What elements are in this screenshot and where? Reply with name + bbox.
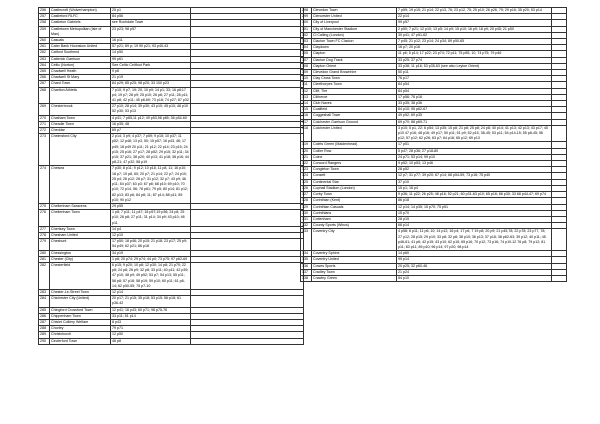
club-name: Chorley xyxy=(50,326,111,332)
row-number: 314 xyxy=(301,101,312,107)
row-number: 331 xyxy=(301,216,312,222)
row-number: 318 xyxy=(301,125,312,142)
page-references: 2 p50; 7 p21; 12 p10; 13 p5; 14 p9; 15 p10; 16 p9; 18 p9; 20 p45; 21 p50 xyxy=(397,26,552,32)
club-name: Consett xyxy=(312,173,397,179)
page-references: 7 p30; 8 p11; 9 p12; 10 p18, 11 p8, 11; 16 p10; 18 p7; 19 p8, 60; 20 p7; 21 p14; 22 p7; 24 p10; 25 p4; 26 p12; 28 p7; 31 p12; 32 p7; 43 p9; 46 p11; 54 p37; 63 p3; 67 p8; 68 p10; 69 p10; 70 p10; 72 p14, 56; 78 p61; 79 p5; 80 p14; 81 p12; 82 p13; 83 p6; 84 p8; 11; 87 p14; 88 p11; 89 p10; 90 p12 xyxy=(112,166,189,202)
row-number: 337 xyxy=(301,269,312,275)
club-name: Chichester City (United) xyxy=(50,296,111,307)
row-number: 322 xyxy=(301,161,312,167)
club-name: Chesham United xyxy=(50,232,111,238)
page-references: 20 p25; 32 p60-46 xyxy=(397,263,552,269)
blank-cell xyxy=(191,104,304,115)
club-name: Coventry City xyxy=(312,229,397,251)
page-references: see Rochdale Town xyxy=(111,20,191,26)
row-number: 263 xyxy=(39,56,50,62)
blank-cell xyxy=(191,296,304,307)
row-number: 288 xyxy=(39,326,50,332)
page-references: 99 p57 xyxy=(397,20,552,26)
table-row xyxy=(39,104,304,115)
page-references: 16 p7; 20 p16 xyxy=(397,45,552,51)
club-name: Cheltenham Town xyxy=(50,210,111,227)
row-number: 279 xyxy=(39,239,50,250)
page-references: 84 p10 xyxy=(397,275,552,281)
club-name: Chelmsford City xyxy=(50,134,111,166)
page-references: 68 p14 xyxy=(397,223,552,229)
blank-cell xyxy=(191,26,304,37)
page-references: 7 p10; 9 p7, 19; 20, 10 p9; 14 p1; 33; 16 p8;17 p4; 19 p7; 28 p9; 25 p10; 26 p6; 27 p11; 28 p11; 41 p8; 42 p11; 45 p8-69; 73 p18; 74 p27; 87 p32 xyxy=(112,87,190,103)
page-references: 1 p8; 20 p74; 29 p74; 44 p0; 73 p75; 97 p62-69 xyxy=(111,256,191,262)
page-references: 14 p60 xyxy=(397,251,552,257)
row-number: 320 xyxy=(301,148,312,154)
row-number: 335 xyxy=(301,257,312,263)
blank-cell xyxy=(552,229,567,251)
page-references: 12 p10 xyxy=(111,232,191,238)
club-name: Collier Row xyxy=(312,148,397,154)
club-name: Casuals xyxy=(50,38,111,44)
page-references: 25 p1 xyxy=(111,8,191,14)
page-references: 12 p14; 14 p35; 15 p70; 75 p51 xyxy=(397,204,552,210)
page-references: 12 p14 xyxy=(111,289,191,295)
page-references: 16 p35; 48 xyxy=(111,121,191,127)
club-name: Chingford Crossford Town xyxy=(50,307,111,313)
row-number: 324 xyxy=(301,173,312,179)
page-references: 99 p14 xyxy=(397,257,552,263)
club-name: Cliff, The xyxy=(312,88,397,94)
page-references: 84 p54 xyxy=(397,82,552,88)
page-references: 20 p17; 21 p15; 35 p18; 53 p15; 56 p18; 61 p36-42 xyxy=(111,296,191,307)
row-number: 265 xyxy=(39,69,50,75)
table-row xyxy=(39,134,304,166)
row-number: 269 xyxy=(39,104,50,115)
table-row xyxy=(39,239,304,250)
club-name: Congleton Town xyxy=(312,167,397,173)
row-number: 329 xyxy=(301,204,312,210)
page-references: 57 p21; 89 p; 19 90 p21; 93 p40-43 xyxy=(111,44,191,50)
row-number: 257 xyxy=(39,14,50,20)
page-references: 11 p6; 5 p14; 17 p22; 23 p74; 72 p11; 75 p55, 10, 74 p75; 79 p46 xyxy=(397,51,552,57)
row-number: 333 xyxy=(301,229,312,251)
blank-cell xyxy=(191,134,304,166)
row-number: 327 xyxy=(301,192,312,198)
page-references: 9 p36; 11 p22; 26 p25; 48 p16; 52 p21; 60 p31-63 p10; 65 p16; 66 p30; 33 68 p44-47; 69 p74 xyxy=(397,192,552,198)
blank-cell xyxy=(552,125,567,142)
page-references: 49 p52; 69 p35 xyxy=(397,113,552,119)
club-name: Chester (City) xyxy=(50,256,111,262)
row-number: 309 xyxy=(301,70,312,76)
row-number: 271 xyxy=(39,121,50,127)
page-references: 84 p54 xyxy=(397,88,552,94)
row-number: 266 xyxy=(39,75,50,81)
row-number: 267 xyxy=(39,81,50,87)
row-number: 321 xyxy=(301,154,312,160)
row-number: 336 xyxy=(301,263,312,269)
table-row xyxy=(39,26,304,37)
club-name: Cowes Sports xyxy=(312,263,397,269)
page-references: 30 p41; 47 p51-62 xyxy=(397,32,552,38)
row-number: 311 xyxy=(301,82,312,88)
row-number: 317 xyxy=(301,119,312,125)
row-number: 258 xyxy=(39,20,50,26)
table-row xyxy=(39,262,304,289)
page-references: 1 p8; 7 p11; 11 p47; 18 p57;19 p36; 24 p8, 25 p10; 26 p8; 27 p11; 31 p14; 34 p9; 43 p10; 46 p11 xyxy=(111,210,191,227)
club-name: Clitheroe xyxy=(312,94,397,100)
page-references: 79 p71 xyxy=(111,326,191,332)
club-name: Colchester United xyxy=(312,125,397,142)
club-name: Cheshunt xyxy=(50,239,111,250)
page-references: 4 p41; 7 p65,11 p12; 49 p53,98 p65; 36 p54-60 xyxy=(111,115,191,121)
club-name: Charlton Athletic xyxy=(50,87,111,104)
club-name: Cheadle Town xyxy=(50,121,111,127)
row-number: 261 xyxy=(39,44,50,50)
row-number: 308 xyxy=(301,63,312,69)
page-references: 15 p1; 16 p4 xyxy=(397,185,552,191)
row-number: 299 xyxy=(301,14,312,20)
page-references: 99 p61 xyxy=(111,56,191,62)
page-references: 12 p50 xyxy=(111,332,191,338)
club-name: Corby Town xyxy=(312,192,397,198)
page-references: 28 p15 xyxy=(397,216,552,222)
row-number: 260 xyxy=(39,38,50,44)
row-number: 284 xyxy=(39,296,50,307)
club-name: Castletown Metropolitan (Isle of Man) xyxy=(50,26,111,37)
row-number: 290 xyxy=(39,338,50,344)
page-references: 69 p70; 88 p69-71 xyxy=(397,119,552,125)
page-references: 21 p24 xyxy=(397,269,552,275)
club-name: Colne xyxy=(312,154,397,160)
row-number: 300 xyxy=(301,20,312,26)
club-name: Chelsea xyxy=(50,166,111,203)
club-name: Cradley Town xyxy=(312,269,397,275)
page-references: 34 p19 xyxy=(111,250,191,256)
row-number: 272 xyxy=(39,128,50,134)
club-name: Club Naves xyxy=(312,101,397,107)
page-references: 24 p71; 53 p14; 99 p10 xyxy=(397,154,552,160)
page-references: 14 p50 xyxy=(111,50,191,56)
row-number: 304 xyxy=(301,45,312,51)
table-row xyxy=(39,210,304,227)
row-number: 289 xyxy=(39,332,50,338)
page-references: 23 p23; 98 p57 xyxy=(111,26,191,37)
blank-cell xyxy=(191,210,304,227)
club-name: Clevedon Grand Brownhire xyxy=(312,70,397,76)
row-number: 319 xyxy=(301,142,312,148)
club-name: Clay Cross Town xyxy=(312,76,397,82)
page-references: 7 p59; 19 p15; 21 p14; 22 p13, 76; 23 p12, 75; 25 p10; 26 p26, 79; 29 p16; 35 p20; 53 p14 xyxy=(397,8,552,14)
page-references: 46 p8 xyxy=(111,338,191,344)
club-name: Corinthians xyxy=(312,210,397,216)
row-number: 287 xyxy=(39,319,50,325)
page-references: 29 p55 xyxy=(111,203,191,209)
club-name: Colets Green (Maidenhead) xyxy=(312,142,397,148)
page-references: 5 p47; 28 p36; 27 p18-80 xyxy=(397,148,552,154)
row-number: 285 xyxy=(39,307,50,313)
row-number: 303 xyxy=(301,39,312,45)
page-references: See Celtic Celtfoot Park xyxy=(111,62,191,68)
club-name: Castleford RLFC xyxy=(50,14,111,20)
page-references: 76 p17 xyxy=(397,76,552,82)
page-references: 37 p10 xyxy=(397,179,552,185)
row-number: 315 xyxy=(301,107,312,113)
club-name: Coalfield xyxy=(312,107,397,113)
page-references: 9 p52; 10 p53; 13 p46 xyxy=(397,161,552,167)
row-number: 334 xyxy=(301,251,312,257)
club-name: Coventry Sphinx xyxy=(312,251,397,257)
table-row xyxy=(301,125,567,142)
row-number: 281 xyxy=(39,256,50,262)
club-name: Coggeshall Town xyxy=(312,113,397,119)
index-table-left xyxy=(38,7,304,345)
club-name: Claydown xyxy=(312,45,397,51)
row-number: 270 xyxy=(39,115,50,121)
club-name: Castleton Gabriels xyxy=(50,20,111,26)
club-name: Clacton Dog Track xyxy=(312,57,397,63)
row-number: 312 xyxy=(301,88,312,94)
row-number: 264 xyxy=(39,62,50,68)
page-references: 33 p11; 51 p14 xyxy=(111,313,191,319)
club-name: Chesterfield xyxy=(50,262,111,289)
page-references: 84 p29; 85 p25; 98 p20; 33 100 p23 xyxy=(111,81,191,87)
club-name: Clapton xyxy=(312,51,397,57)
club-name: Chertsey Town xyxy=(50,226,111,232)
blank-cell xyxy=(191,87,304,104)
page-references: 4 p58; 6 p11; 11 p6, 10; 14 p12; 16 p4; 17 p6, 7 19 p8; 20 p9; 21 p45,78; 22 p78; 23 p77, 78; 27 p12; 28 p15; 29 p10; 33 p8; 32 p8; 38 p10; 36 p13; 37 p18; 38 p62-63; 39 p12; 40 p11; 45 p46-61; 41 p6; 42 p15; 43 p10; 62 p15; 65 p16; 70 p12; 73 p16; 74 p10-12 76 p8; 79 p12; 81 p11; 83 p11; 89 p10; 96 p14; 97 p20; 98 p14 xyxy=(397,229,552,251)
page-references: 9 p8 xyxy=(111,69,191,75)
row-number: 286 xyxy=(39,313,50,319)
page-references: 6 p15; 9 p20; 10 p8; 12 p30; 14 p8; 21 p70; 22 p8; 24 p8; 26 p9; 32 p8; 33 p11; 40 p11; 42 p39; 47 p10; 48 p9; 49 p52; 53 p7; 54 p13; 55 p11; 56 p8; 57 p18; 58 p19; 59 p10; 60 p11; 61 p8-14; 62 p50-55; 75 p7-10 xyxy=(112,262,190,288)
page-references: 84 p56 xyxy=(111,14,191,20)
row-number: 302 xyxy=(301,32,312,38)
row-number: 323 xyxy=(301,167,312,173)
row-number: 310 xyxy=(301,76,312,82)
row-number: 276 xyxy=(39,210,50,227)
index-table-right xyxy=(300,7,567,282)
club-name: Corinthian Casuals xyxy=(312,204,397,210)
club-name: Chessington xyxy=(50,250,111,256)
row-number: 338 xyxy=(301,275,312,281)
page-references: 84 p10; 95 p62-67 xyxy=(397,107,552,113)
row-number: 275 xyxy=(39,203,50,209)
club-name: Catterick Garrison xyxy=(50,56,111,62)
blank-cell xyxy=(191,262,304,289)
row-number: 283 xyxy=(39,289,50,295)
club-name: Chester-Le-Street Town xyxy=(50,289,111,295)
page-references: 15 p70 xyxy=(397,210,552,216)
club-name: Colchester Garrison Ground xyxy=(312,119,397,125)
row-number: 256 xyxy=(39,8,50,14)
row-number: 282 xyxy=(39,262,50,289)
blank-cell xyxy=(552,275,567,281)
club-name: Corinthian (Kent) xyxy=(312,198,397,204)
row-number: 268 xyxy=(39,87,50,104)
row-number: 278 xyxy=(39,232,50,238)
page-references: 7 p45; 21 p12; 23 p14; 24 p34; 89 p50-65 xyxy=(397,39,552,45)
page-references: 21 p19 xyxy=(111,75,191,81)
club-name: Chesterbrook xyxy=(50,104,111,115)
table-row xyxy=(39,166,304,203)
row-number: 301 xyxy=(301,26,312,32)
row-number: 330 xyxy=(301,210,312,216)
club-name: Continental Star xyxy=(312,179,397,185)
club-name: Christchurch xyxy=(50,332,111,338)
club-name: Ciencester United xyxy=(312,14,397,20)
club-name: Castlecroft (Wolverhampton) xyxy=(50,8,111,14)
page-references: 12 p41; 16 p43; 60 p71; 98 p75-76 xyxy=(111,307,191,313)
club-name: Chadwell St Mary xyxy=(50,75,111,81)
row-number: 332 xyxy=(301,223,312,229)
page-references: 17 p51 xyxy=(397,142,552,148)
row-number: 325 xyxy=(301,179,312,185)
club-name: Cl Calling (London) xyxy=(312,32,397,38)
row-number: 313 xyxy=(301,94,312,100)
row-number: 274 xyxy=(39,166,50,203)
club-name: Chatham Town xyxy=(50,115,111,121)
club-name: Catford Southend xyxy=(50,50,111,56)
page-references: 16 p11 xyxy=(111,38,191,44)
club-name: Coventry United xyxy=(312,257,397,263)
row-number: 262 xyxy=(39,50,50,56)
table-row xyxy=(39,338,304,344)
club-name: Cleethorpes Town xyxy=(312,82,397,88)
page-references: 3 p10; 5 p1, 22; 6 p54; 13 p35; 15 p8; 21 p8; 25 p8; 24 p8; 40 p14; 41 p13; 42 p13; 43 p17; 45 p10 47 p16; 48 p16; 49 p17; 50 p11; 51 p9; 52 p15, 38-45; 53 p11; 54 p14-15; 55 p8-45; 56 p12; 57 p12; 62 p26; 63 p7; 64 p16; 65 p12; 69 p13 xyxy=(397,125,552,142)
blank-cell xyxy=(191,338,304,344)
club-name: Chislet Colliery Welfare xyxy=(50,319,111,325)
blank-cell xyxy=(191,239,304,250)
club-name: Chard Town xyxy=(50,81,111,87)
club-name: City of Manchester Stadium xyxy=(312,26,397,32)
page-references: 27 p10; 28 p14; 39 p30; 43 p10; 45 p10; 46 p10 52 p30; 53 p13 xyxy=(112,104,189,114)
page-references: 33 p35; 38 p36 xyxy=(397,101,552,107)
page-references: 8 p43 xyxy=(111,319,191,325)
club-name: Cater Bank Hounslow United xyxy=(50,44,111,50)
club-name: Cheltenham Saracens xyxy=(50,203,111,209)
club-name: Concord Rangers xyxy=(312,161,397,167)
blank-cell xyxy=(191,166,304,203)
table-row xyxy=(301,229,567,251)
page-references: 33 p25; 37 p74 xyxy=(397,57,552,63)
row-number: 280 xyxy=(39,250,50,256)
row-number: 259 xyxy=(39,26,50,37)
club-name: Cottenham xyxy=(312,216,397,222)
club-name: Clacton Town FC Clacton xyxy=(312,39,397,45)
club-name: Celtic (Norton) xyxy=(50,62,111,68)
page-references: 17 p56; 76 p16 xyxy=(397,94,552,100)
page-references: 14 p4 xyxy=(111,226,191,232)
page-references: 2 p14; 3 p9; 4 p37; 7 p59; 9 p15; 10 p37; 11 p52; 12 p48; 13 p3, 50; 15 p57; 16 p43, 46; 17 p49; 18 p49 20 p11; 21 p12; 22 p14; 23 p15; 24 p15; 25 p16; 27 p17; 28 p52; 29 p15; 32 p11; 34 p15; 37 p21; 38 p20; 40 p13; 41 p18; 38 p16; 44 p8-21; 47 p32; 58 p19 xyxy=(112,134,190,165)
row-number: 326 xyxy=(301,185,312,191)
club-name: Crawley Green xyxy=(312,275,397,281)
row-number: 273 xyxy=(39,134,50,166)
club-name: Cheddar xyxy=(50,128,111,134)
club-name: Clevedon Town xyxy=(312,8,397,14)
club-name: Clapton Orient xyxy=(312,63,397,69)
club-name: Chadwell Heath xyxy=(50,69,111,75)
page-references: 33 p38; 11 p16; 53 p35-63 (see also Leyton Orient) xyxy=(397,63,552,69)
row-number: 277 xyxy=(39,226,50,232)
page-references: 69 p7 xyxy=(111,128,191,134)
club-name: City of Liverpool xyxy=(312,20,397,26)
club-name: County Sports (Wincs) xyxy=(312,223,397,229)
page-references: 50 p11 xyxy=(397,70,552,76)
club-name: Cophall Stadium (London) xyxy=(312,185,397,191)
row-number: 316 xyxy=(301,113,312,119)
club-name: Chippenham Town xyxy=(50,313,111,319)
table-row xyxy=(39,296,304,307)
page-references: 17 p50; 18 p46; 20 p15; 21 p18; 23 p17; 25 p9; 54 p49; 62 p21; 86 p18 xyxy=(111,239,191,250)
table-row xyxy=(39,87,304,104)
page-references: 86 p18 xyxy=(397,198,552,204)
row-number: 298 xyxy=(301,8,312,14)
page-references: 28 p52 xyxy=(397,167,552,173)
row-number: 305 xyxy=(301,51,312,57)
row-number: 307 xyxy=(301,57,312,63)
page-references: 12 p7; 31 p77; 39 p20; 67 p14; 68 p54-59; 73 p16; 75 p40 xyxy=(397,173,552,179)
club-name: Cinderford Town xyxy=(50,338,111,344)
page-references: 22 p14 xyxy=(397,14,552,20)
table-row xyxy=(301,275,567,281)
row-number: 328 xyxy=(301,198,312,204)
